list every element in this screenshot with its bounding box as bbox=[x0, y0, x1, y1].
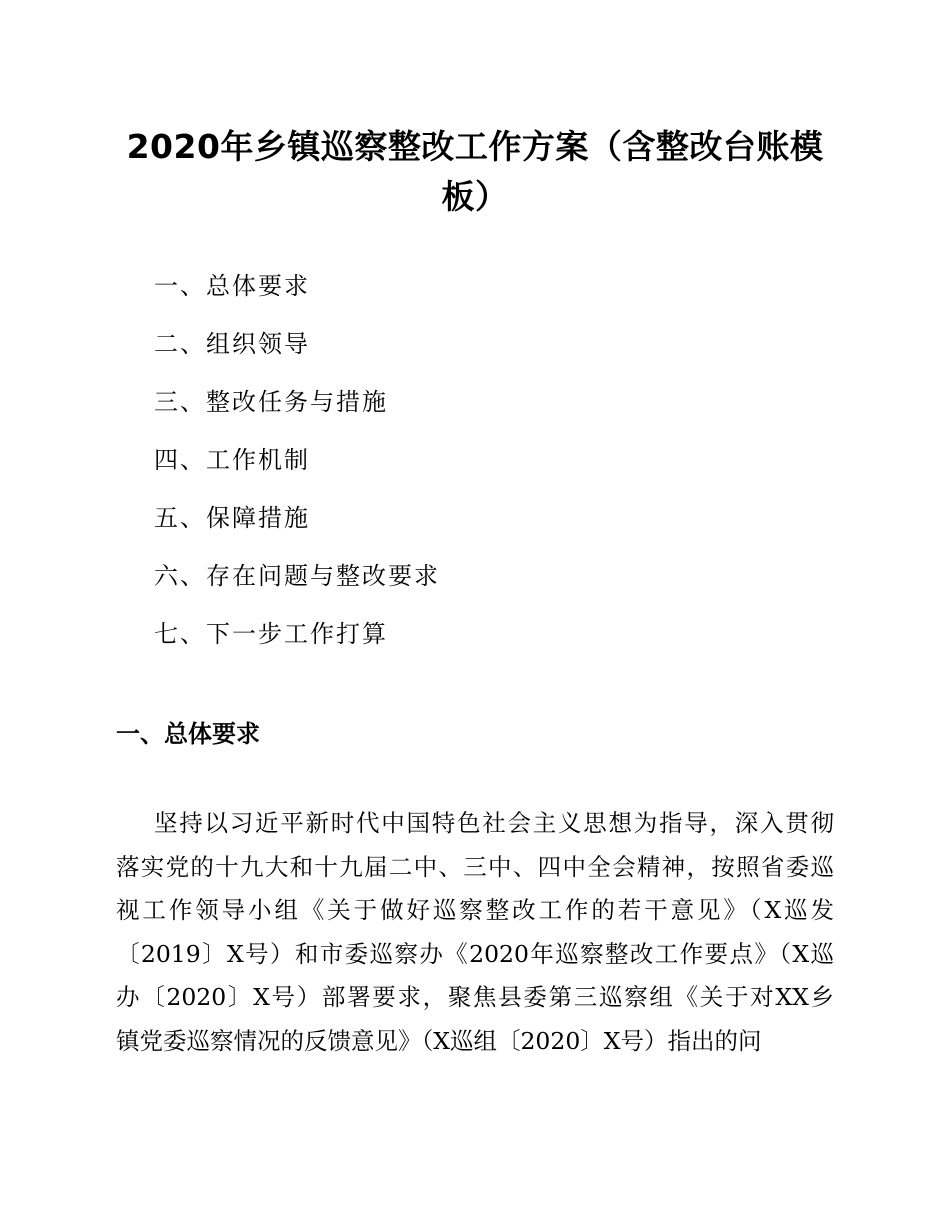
section-heading-overall-requirements: 一、总体要求 bbox=[116, 720, 260, 748]
toc-item-6: 六、存在问题与整改要求 bbox=[154, 562, 440, 590]
toc-item-5: 五、保障措施 bbox=[154, 504, 310, 532]
toc-item-2: 二、组织领导 bbox=[154, 330, 310, 358]
toc-item-7: 七、下一步工作打算 bbox=[154, 620, 388, 648]
paragraph-line: 镇党委巡察情况的反馈意见》（X巡组〔2020〕X号）指出的问 bbox=[116, 1026, 762, 1055]
paragraph-line: 办〔2020〕X号）部署要求，聚焦县委第三巡察组《关于对XX乡 bbox=[116, 983, 834, 1011]
toc-item-3: 三、整改任务与措施 bbox=[154, 388, 388, 416]
paragraph-line: 坚持以习近平新时代中国特色社会主义思想为指导，深入贯彻 bbox=[154, 809, 834, 837]
paragraph-line: 视工作领导小组《关于做好巡察整改工作的若干意见》（X巡发 bbox=[116, 896, 834, 924]
paragraph-line: 〔2019〕X号）和市委巡察办《2020年巡察整改工作要点》（X巡 bbox=[116, 939, 834, 968]
toc-item-1: 一、总体要求 bbox=[154, 272, 310, 300]
table-of-contents bbox=[154, 264, 440, 670]
paragraph-line: 落实党的十九大和十九届二中、三中、四中全会精神，按照省委巡 bbox=[116, 852, 834, 881]
document-title: 2020年乡镇巡察整改工作方案（含整改台账模板） bbox=[126, 127, 824, 216]
section-paragraph bbox=[116, 802, 834, 1063]
toc-item-4: 四、工作机制 bbox=[154, 446, 310, 474]
